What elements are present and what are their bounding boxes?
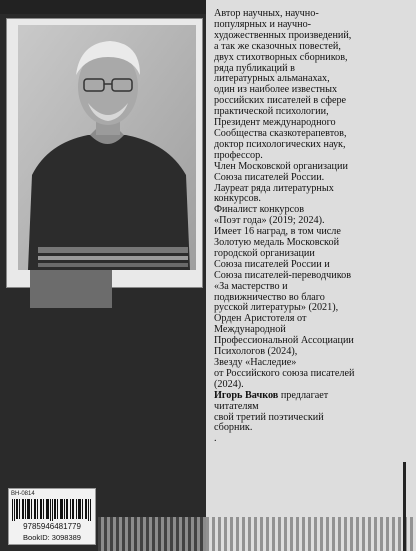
bio-line: городской организации bbox=[214, 247, 315, 259]
bio-line: Международной bbox=[214, 324, 286, 336]
decorative-ornament-strip bbox=[98, 517, 416, 551]
bio-line: Орден Аристотеля от bbox=[214, 313, 307, 325]
bio-line: а так же сказочных повестей, bbox=[214, 40, 341, 52]
author-photo bbox=[18, 25, 196, 270]
bio-line: русской литературы» (2021), bbox=[214, 302, 339, 314]
bio-line: Союза писателей России и bbox=[214, 258, 330, 270]
bio-line: подвижничество во благо bbox=[214, 291, 325, 303]
bio-line: доктор психологических наук, bbox=[214, 138, 346, 150]
bio-line: российских писателей в сфере bbox=[214, 95, 347, 107]
author-biography bbox=[214, 9, 412, 445]
barcode-bars bbox=[12, 499, 92, 521]
bio-line: Лауреат ряда литературных bbox=[214, 182, 334, 194]
book-id: BookID: 3098389 bbox=[23, 533, 81, 542]
bio-line: один из наиболее известных bbox=[214, 84, 338, 96]
bio-line: практической психологии, bbox=[214, 106, 329, 118]
bio-line: Звезду «Наследие» bbox=[214, 357, 297, 368]
bio-line: Имеет 16 наград, в том числе bbox=[214, 226, 341, 238]
isbn-number: 9785946481779 bbox=[23, 522, 81, 531]
bio-line: Психологов (2024), bbox=[214, 346, 298, 358]
bio-line: Член Московской организации bbox=[214, 160, 348, 172]
bio-line: Финалист конкурсов bbox=[214, 204, 305, 216]
bio-line: Союза писателей-переводчиков bbox=[214, 269, 352, 281]
bio-line: популярных и научно- bbox=[214, 18, 312, 30]
barcode-label bbox=[8, 488, 96, 545]
bio-line: «Поэт года» (2019; 2024). bbox=[214, 215, 325, 227]
bio-line: двух стихотворных сборников, bbox=[214, 51, 348, 63]
bio-line: Сообщества сказкотерапевтов, bbox=[214, 127, 347, 139]
bio-line: Профессиональной Ассоциации bbox=[214, 335, 354, 347]
bio-line: художественных произведений, bbox=[214, 29, 352, 41]
decorative-gray-block bbox=[30, 268, 112, 308]
author-name: Игорь Вачков bbox=[214, 389, 279, 401]
bio-line: Союза писателей России. bbox=[214, 171, 325, 183]
barcode-top-code: ВН-0814 bbox=[11, 491, 35, 497]
closing-line: свой третий поэтический bbox=[214, 411, 324, 423]
top-dark-band bbox=[0, 0, 206, 14]
decorative-corner-bracket bbox=[403, 462, 416, 551]
bio-line: «За мастерство и bbox=[214, 280, 288, 292]
closing-line-author bbox=[214, 391, 412, 402]
bio-line: Президент международного bbox=[214, 117, 336, 129]
bio-line: (2024). bbox=[214, 378, 244, 390]
bio-line: конкурсов. bbox=[214, 193, 261, 205]
closing-text: предлагает bbox=[278, 389, 329, 401]
closing-line: сборник. bbox=[214, 422, 253, 434]
closing-line: читателям bbox=[214, 400, 259, 412]
bio-line: от Российского союза писателей bbox=[214, 367, 355, 379]
bio-line: Золотую медаль Московской bbox=[214, 237, 340, 249]
closing-line: . bbox=[214, 433, 217, 445]
bio-line: профессор. bbox=[214, 149, 263, 161]
bio-line: литературных альманахах, bbox=[214, 73, 330, 85]
bio-line: Автор научных, научно- bbox=[214, 8, 319, 19]
bio-line: ряда публикаций в bbox=[214, 62, 295, 74]
